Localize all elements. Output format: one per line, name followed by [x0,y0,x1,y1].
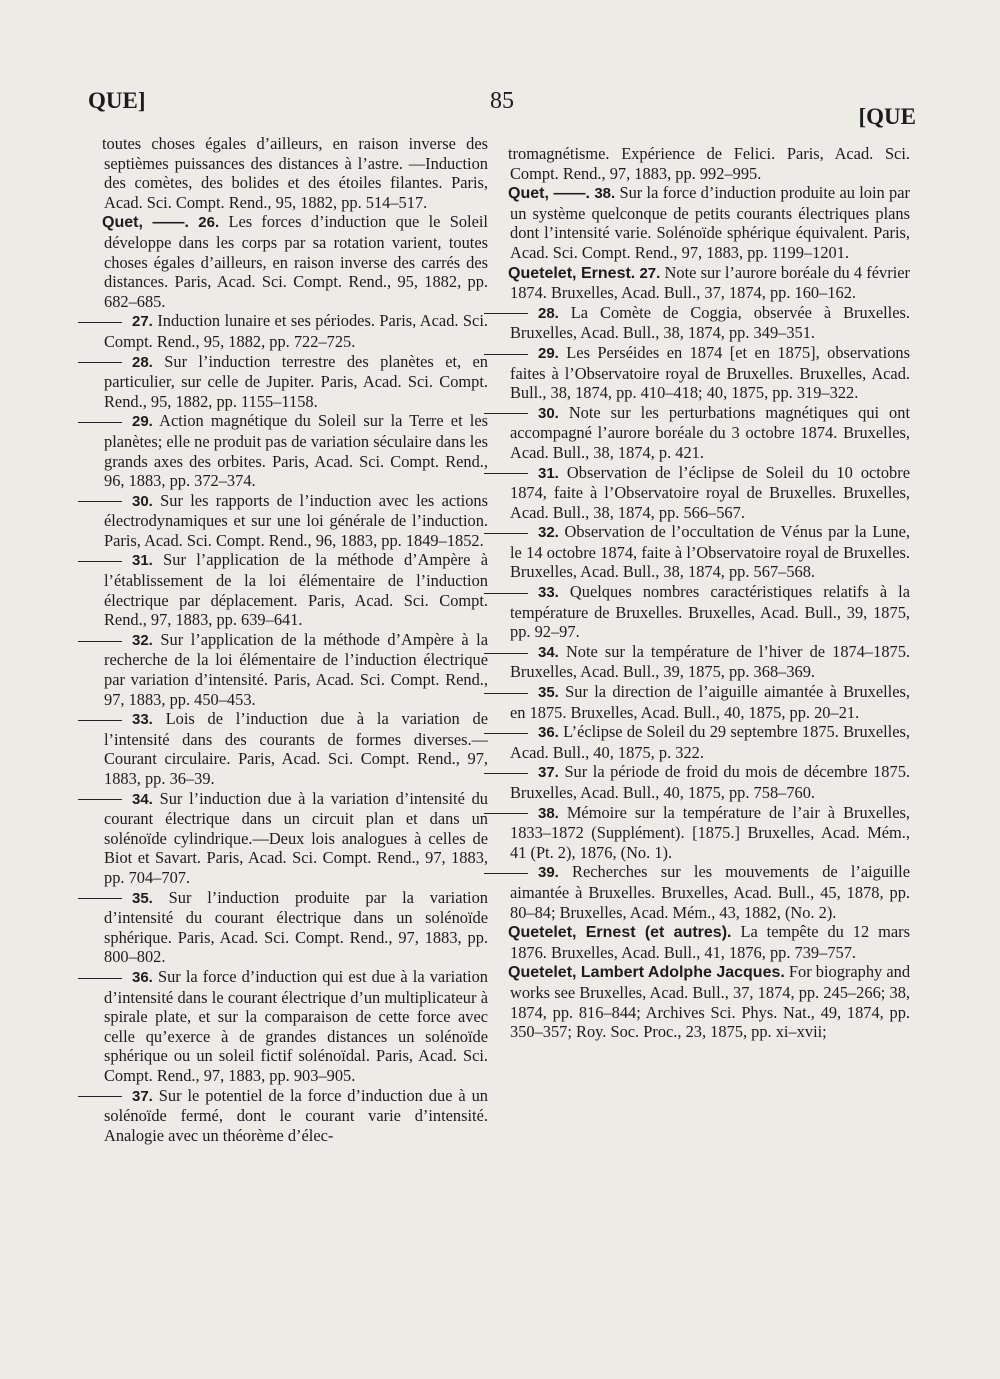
bibliography-entry [104,134,488,212]
bibliography-entry [104,212,488,311]
ditto-dash [484,773,528,774]
bibliography-entry [510,803,910,863]
left-column [104,134,488,1145]
ditto-dash [78,898,122,899]
entry-text: Recherches sur les mouvements de l’aiguille aimantée à Bruxelles. Bruxelles, Acad. Bull., 45, 1878, pp. 80–84; Bruxelles, Acad. Mém., 43, 1882, (No. 2). [510,862,910,922]
entry-text: tromagnétisme. Expérience de Felici. Paris, Acad. Sci. Compt. Rend., 97, 1883, pp. 992–995. [508,144,910,183]
entry-text: toutes choses égales d’ailleurs, en raison inverse des septièmes puissances des distances à l’astre. —Induction des comètes, des bolides et des étoiles filantes. Paris, Acad. Sci. Compt. Rend., 95, 1882, pp. 514–517. [102,134,488,212]
bibliography-entry [510,682,910,722]
bibliography-entry [510,642,910,682]
entry-number: 31. [132,552,153,570]
entry-number: 27. [132,313,153,331]
ditto-dash [484,693,528,694]
ditto-dash [484,813,528,814]
entry-number: 29. [132,413,153,431]
ditto-dash [78,561,122,562]
entry-number: 35. [132,889,153,907]
entry-text: Action magnétique du Soleil sur la Terre et les planètes; elle ne produit pas de variation séculaire dans les grands axes des orbites. Paris, Acad. Sci. Compt. Rend., 96, 1883, pp. 372–374. [104,411,488,491]
entry-text: Note sur les perturbations magnétiques qui ont accompagné l’aurore boréale du 3 octobre 1874. Bruxelles, Acad. Bull., 38, 1874, p. 421. [510,402,910,462]
entry-number: 35. [538,684,559,702]
entry-text: La Comète de Coggia, observée à Bruxelles. Bruxelles, Acad. Bull., 38, 1874, pp. 349–351. [510,302,910,343]
entry-text: La tempête du 12 mars 1876. Bruxelles, Acad. Bull., 41, 1876, pp. 739–757. [510,922,911,962]
entry-number: 39. [538,864,559,882]
entry-number: 28. [538,304,559,322]
entry-number: 26. [198,214,220,232]
entry-text: Lois de l’induction due à la variation de l’intensité dans des courants de formes diverses.—Courant circulaire. Paris, Acad. Sci. Compt. Rend., 97, 1883, pp. 36–39. [104,709,488,788]
entry-text: Sur l’application de la méthode d’Ampère à l’établissement de la loi élémentaire de l’induction électrique par déplacement. Paris, Acad. Sci. Compt. Rend., 97, 1883, pp. 639–641. [104,550,488,630]
entry-author: Quetelet, Lambert Adolphe Jacques. [508,964,785,982]
bibliography-entry [510,263,910,303]
bibliography-entry [510,722,910,762]
entry-number: 30. [132,492,153,510]
entry-number: 36. [538,724,559,742]
entry-text: Sur l’application de la méthode d’Ampère à la recherche de la loi élémentaire de l’induction électrique par variation d’intensité. Paris, Acad. Sci. Compt. Rend., 97, 1883, pp. 450–453. [104,629,488,709]
entry-text: Sur le potentiel de la force d’induction due à un solénoïde fermé, dont le courant varie d’intensité. Analogie avec un théorème d’élec- [104,1085,488,1145]
entry-text: Sur la direction de l’aiguille aimantée à Bruxelles, en 1875. Bruxelles, Acad. Bull., 40, 1875, pp. 20–21. [510,682,910,722]
entry-number: 32. [538,524,559,542]
bibliography-entry [510,303,910,343]
ditto-dash [78,641,122,642]
bibliography-entry [510,962,910,1041]
bibliography-entry [104,789,488,888]
entry-author: Quet, ——. [508,185,590,203]
bibliography-entry [104,411,488,490]
ditto-dash [484,413,528,414]
running-head-right: [QUE [858,104,916,129]
page-number: 85 [490,88,514,114]
entry-text: Note sur la température de l’hiver de 1874–1875. Bruxelles, Acad. Bull., 39, 1875, pp. 368–369. [510,641,910,682]
entry-text: Sur les rapports de l’induction avec les actions électrodynamiques et sur une loi générale de l’induction. Paris, Acad. Sci. Compt. Rend., 96, 1883, pp. 1849–1852. [104,490,488,550]
bibliography-entry [510,522,910,582]
entry-text: Sur l’induction produite par la variation d’intensité du courant électrique dans un solénoïde sphérique. Paris, Acad. Sci. Compt. Rend., 97, 1883, pp. 800–802. [104,887,488,967]
entry-number: 38. [538,804,559,822]
entry-number: 31. [538,464,559,482]
ditto-dash [484,313,528,314]
running-head-left: QUE] [88,88,146,113]
bibliography-entry [510,403,910,463]
entry-number: 37. [538,764,559,782]
entry-text: Sur l’induction due à la variation d’intensité du courant électrique dans un circuit plan et dans un solénoïde cylindrique.—Deux lois analogues à celles de Biot et Savart. Paris, Acad. Sci. Compt. Rend., 97, 1883, pp. 704–707. [104,788,488,887]
ditto-dash [78,1096,122,1097]
entry-number: 34. [132,790,153,808]
entry-number: 37. [132,1087,153,1105]
entry-number: 30. [538,404,559,422]
entry-author: Quetelet, Ernest. [508,264,636,282]
entry-text: Mémoire sur la température de l’air à Bruxelles, 1833–1872 (Supplément). [1875.] Bruxelles, Acad. Mém., 41 (Pt. 2), 1876, (No. 1). [510,802,910,862]
bibliography-entry [510,922,910,962]
bibliography-entry [510,582,910,642]
bibliography-entry [510,144,910,183]
bibliography-entry [510,183,910,262]
entry-number: 32. [132,631,153,649]
bibliography-entry [104,550,488,629]
entry-text: Observation de l’éclipse de Soleil du 10 octobre 1874, faite à l’Observatoire royal de Bruxelles. Bruxelles, Acad. Bull., 38, 1874, pp. 566–567. [510,462,910,522]
ditto-dash [78,799,122,800]
bibliography-entry [104,311,488,351]
bibliography-entry [104,1086,488,1146]
entry-number: 33. [132,711,153,729]
entry-number: 27. [639,264,661,282]
entry-text: Sur la force d’induction produite au loin par un système quelconque de petits courants électriques plans dont l’intensité varie. Solénoïde sphérique équivalent. Paris, Acad. Sci. Compt. Rend., 97, 1883, pp. 1199–1201. [510,183,910,262]
ditto-dash [484,533,528,534]
bibliography-entry [510,762,910,802]
entry-text: L’éclipse de Soleil du 29 septembre 1875. Bruxelles, Acad. Bull., 40, 1875, p. 322. [510,722,910,762]
bibliography-entry [510,463,910,523]
ditto-dash [484,354,528,355]
ditto-dash [78,501,122,502]
entry-number: 28. [132,353,153,371]
ditto-dash [484,473,528,474]
entry-number: 38. [594,185,616,203]
ditto-dash [484,873,528,874]
ditto-dash [78,720,122,721]
bibliography-entry [104,352,488,412]
entry-author: Quetelet, Ernest (et autres). [508,924,732,942]
right-column [510,144,910,1042]
ditto-dash [78,322,122,323]
entry-text: Les forces d’induction que le Soleil développe dans les corps par sa rotation varient, toutes choses égales d’ailleurs, en raison inverse des carrés des distances. Paris, Acad. Sci. Compt. Rend., 95, 1882, pp. 682–685. [104,212,488,311]
entry-text: Sur la période de froid du mois de décembre 1875. Bruxelles, Acad. Bull., 40, 1875, pp. 758–760. [510,762,910,802]
bibliography-entry [104,491,488,551]
bibliography-entry [104,888,488,967]
entry-number: 34. [538,643,559,661]
entry-text: Les Perséides en 1874 [et en 1875], observations faites à l’Observatoire royal de Bruxelles. Bruxelles, Acad. Bull., 38, 1874, pp. 410–418; 40, 1875, pp. 319–322. [510,342,910,403]
bibliography-entry [510,343,910,403]
ditto-dash [78,422,122,423]
ditto-dash [484,653,528,654]
ditto-dash [78,362,122,363]
entry-text: Quelques nombres caractéristiques relatifs à la température de Bruxelles. Bruxelles, Acad. Bull., 39, 1875, pp. 92–97. [510,582,910,642]
ditto-dash [484,593,528,594]
bibliography-entry [510,862,910,922]
entry-number: 33. [538,584,559,602]
ditto-dash [78,978,122,979]
entry-text: Induction lunaire et ses périodes. Paris, Acad. Sci. Compt. Rend., 95, 1882, pp. 722–725. [104,311,488,351]
entry-number: 29. [538,344,559,362]
bibliography-entry [104,630,488,709]
bibliography-entry [104,967,488,1086]
entry-text: Note sur l’aurore boréale du 4 février 1874. Bruxelles, Acad. Bull., 37, 1874, pp. 160–162. [510,262,910,303]
ditto-dash [484,733,528,734]
bibliography-entry [104,709,488,788]
entry-number: 36. [132,968,153,986]
entry-text: Sur la force d’induction qui est due à la variation d’intensité dans le courant électrique d’un multiplicateur à spirale plate, et sur la comparaison de cette force avec celle qu’exerce à de grandes distances un solénoïde sphérique ou un soleil fictif solénoïdal. Paris, Acad. Sci. Compt. Rend., 97, 1883, pp. 903–905. [104,966,488,1085]
entry-text: Sur l’induction terrestre des planètes et, en particulier, sur celle de Jupiter. Paris, Acad. Sci. Compt. Rend., 95, 1882, pp. 1155–1158. [104,351,488,411]
entry-text: Observation de l’occultation de Vénus par la Lune, le 14 octobre 1874, faite à l’Observatoire royal de Bruxelles. Bruxelles, Acad. Bull., 38, 1874, pp. 567–568. [510,522,910,582]
entry-text: For biography and works see Bruxelles, Acad. Bull., 37, 1874, pp. 245–266; 38, 1874, pp. 816–844; Archives Sci. Phys. Nat., 49, 1874, pp. 350–357; Roy. Soc. Proc., 23, 1875, pp. xi–xvii; [510,962,911,1042]
entry-author: Quet, ——. [102,214,189,232]
